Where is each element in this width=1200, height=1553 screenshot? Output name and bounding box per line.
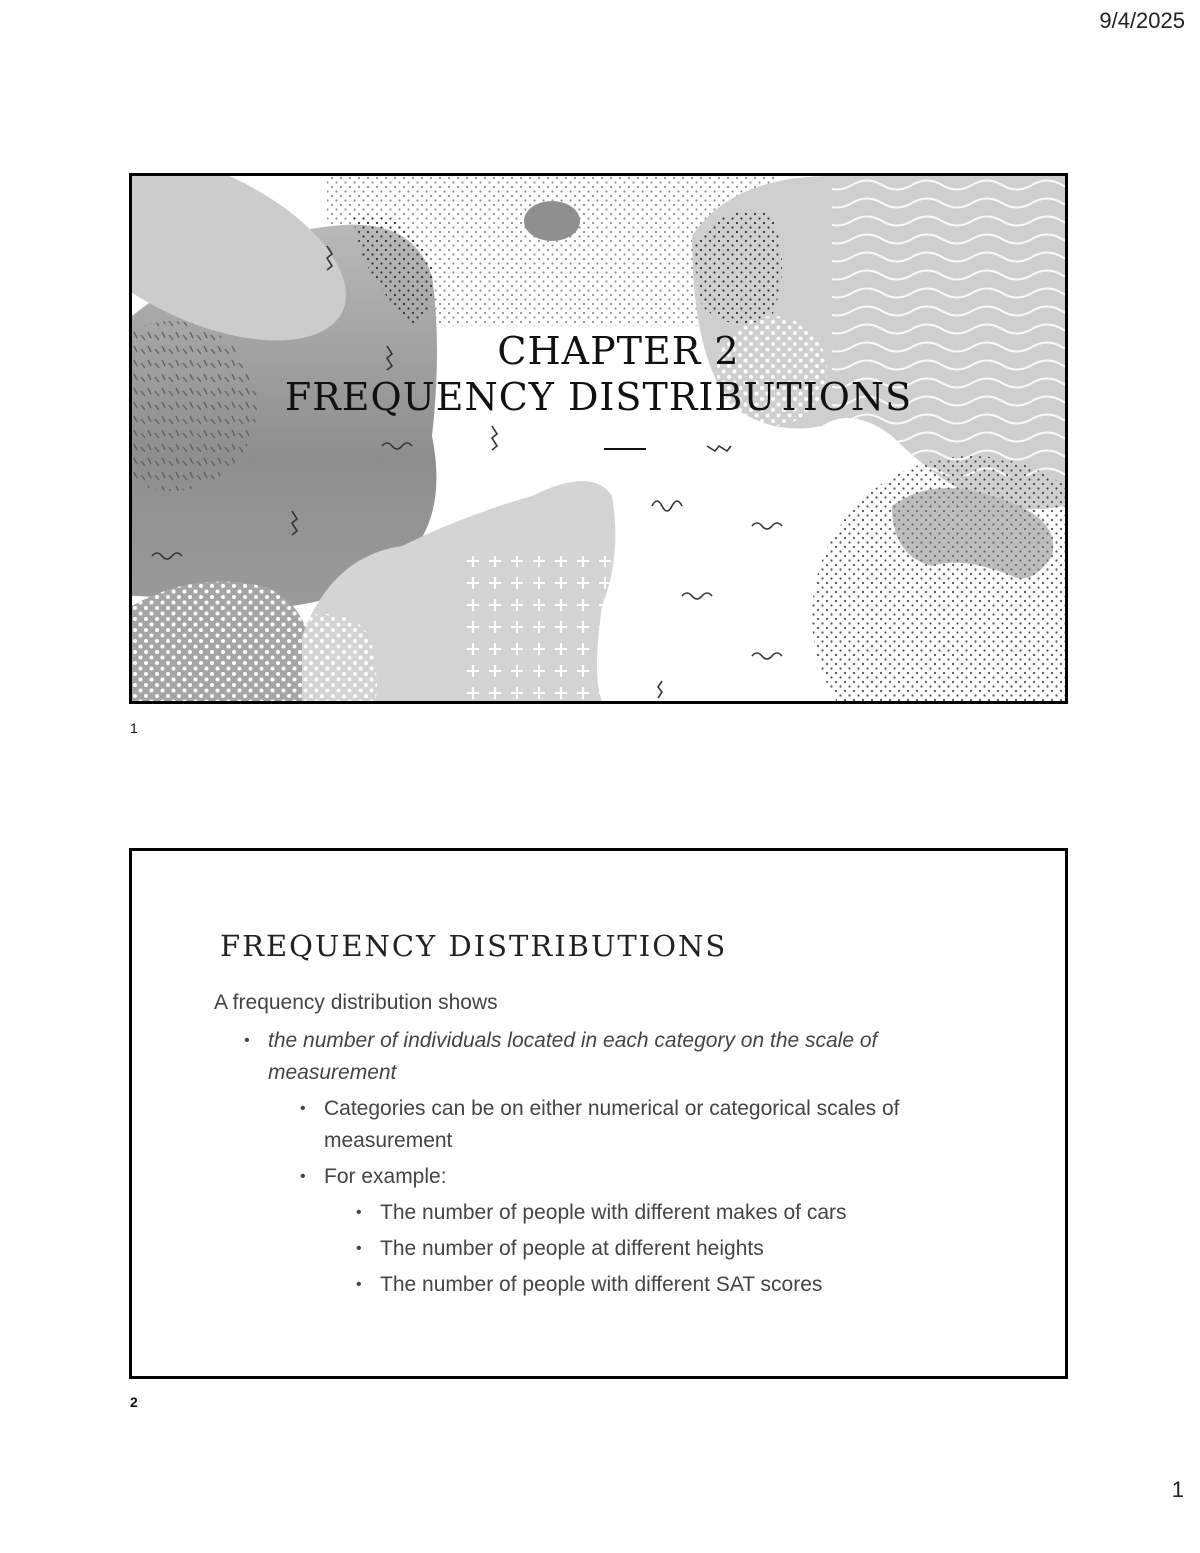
example-item: • The number of people with different SAT scores <box>380 1269 1004 1301</box>
slide-2 <box>129 848 1068 1379</box>
list-item: • Categories can be on either numerical or categorical scales of measurement <box>324 1093 1004 1157</box>
example-item: • The number of people at different heights <box>380 1233 1004 1265</box>
slide-number-1: 1 <box>130 720 138 736</box>
slide-2-title: FREQUENCY DISTRIBUTIONS <box>220 929 728 963</box>
page-date: 9/4/2025 <box>1099 8 1185 33</box>
title-underline <box>604 448 646 450</box>
chapter-heading: CHAPTER 2 <box>497 329 740 373</box>
chapter-subheading: FREQUENCY DISTRIBUTIONS <box>284 375 913 419</box>
definition-bullet: • the number of individuals located in each category on the scale of measurement <box>268 1025 1004 1089</box>
slide-1-title <box>132 328 1065 450</box>
intro-text: A frequency distribution shows <box>214 991 498 1014</box>
slide-1 <box>129 173 1068 704</box>
slide-number-2: 2 <box>130 1394 138 1410</box>
example-item: • The number of people with different makes of cars <box>380 1197 1004 1229</box>
slide-2-content <box>214 991 1004 1305</box>
page-number: 1 <box>1171 1477 1184 1502</box>
list-item: • For example: <box>324 1161 1004 1193</box>
